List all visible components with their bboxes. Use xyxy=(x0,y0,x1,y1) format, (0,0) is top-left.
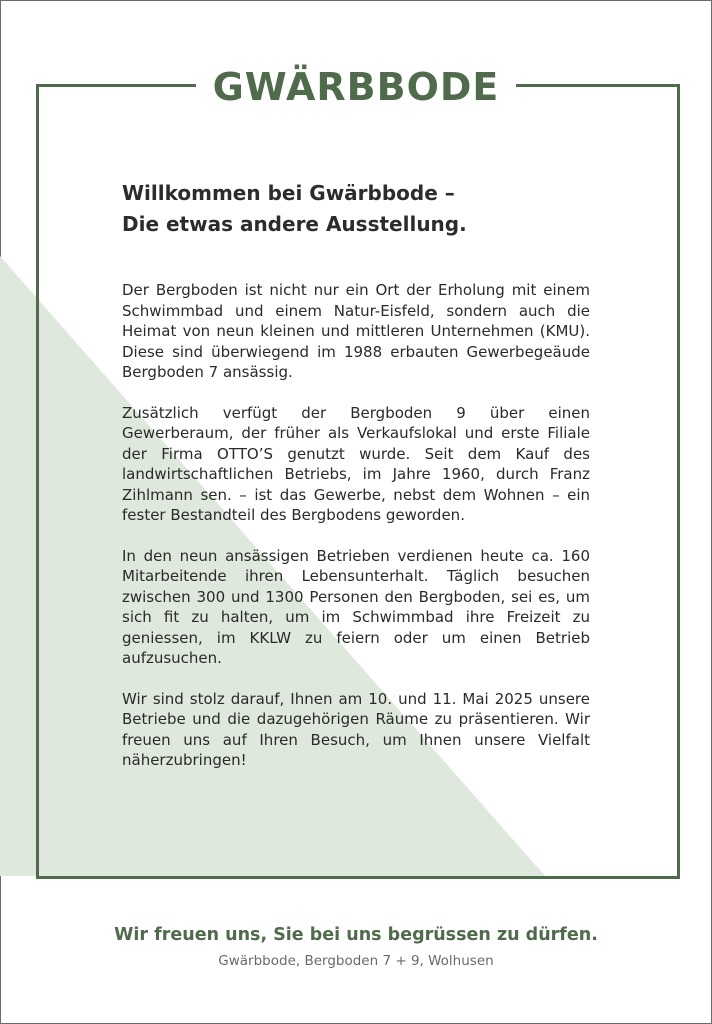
main-content xyxy=(122,178,590,791)
paragraph-invitation: Wir sind stolz darauf, Ihnen am 10. und 11. Mai 2025 unsere Betriebe und die dazugehörigen Räume zu präsentieren. Wir freuen uns auf Ihren Besuch, um Ihnen unsere Vielfalt näherzubringen! xyxy=(122,689,590,769)
headline-line-1: Willkommen bei Gwärbbode – xyxy=(122,181,455,205)
page-headline xyxy=(122,178,590,240)
footer-slogan: Wir freuen uns, Sie bei uns begrüssen zu dürfen. xyxy=(114,925,598,945)
brand-logo: GWÄRBBODE xyxy=(212,65,500,109)
paragraph-history: Zusätzlich verfügt der Bergboden 9 über einen Gewerberaum, der früher als Verkaufslokal und erste Filiale der Firma OTTO’S genutzt wurde. Seit dem Kauf des landwirtschaftlichen Betriebs, im Jahre 1960, durch Franz Zihlmann sen. – ist das Gewerbe, nebst dem Wohnen – ein fester Bestandteil des Bergbodens geworden. xyxy=(122,403,590,524)
paragraph-intro: Der Bergboden ist nicht nur ein Ort der Erholung mit einem Schwimmbad und einem Natur-Eisfeld, sondern auch die Heimat von neun kleinen und mittleren Unternehmen (KMU). Diese sind überwiegend im 1988 erbauten Gewerbegeäude Bergboden 7 ansässig. xyxy=(122,281,590,381)
paragraph-visitors: In den neun ansässigen Betrieben verdienen heute ca. 160 Mitarbeitende ihren Lebensunterhalt. Täglich besuchen zwischen 300 und 1300 Personen den Bergboden, sei es, um sich fit zu halten, um im Schwimmbad ihre Freizeit zu geniessen, im KKLW zu feiern oder um einen Betrieb aufzusuchen. xyxy=(122,546,590,667)
headline-line-2: Die etwas andere Ausstellung. xyxy=(122,212,467,236)
footer-address: Gwärbbode, Bergboden 7 + 9, Wolhusen xyxy=(218,953,494,969)
